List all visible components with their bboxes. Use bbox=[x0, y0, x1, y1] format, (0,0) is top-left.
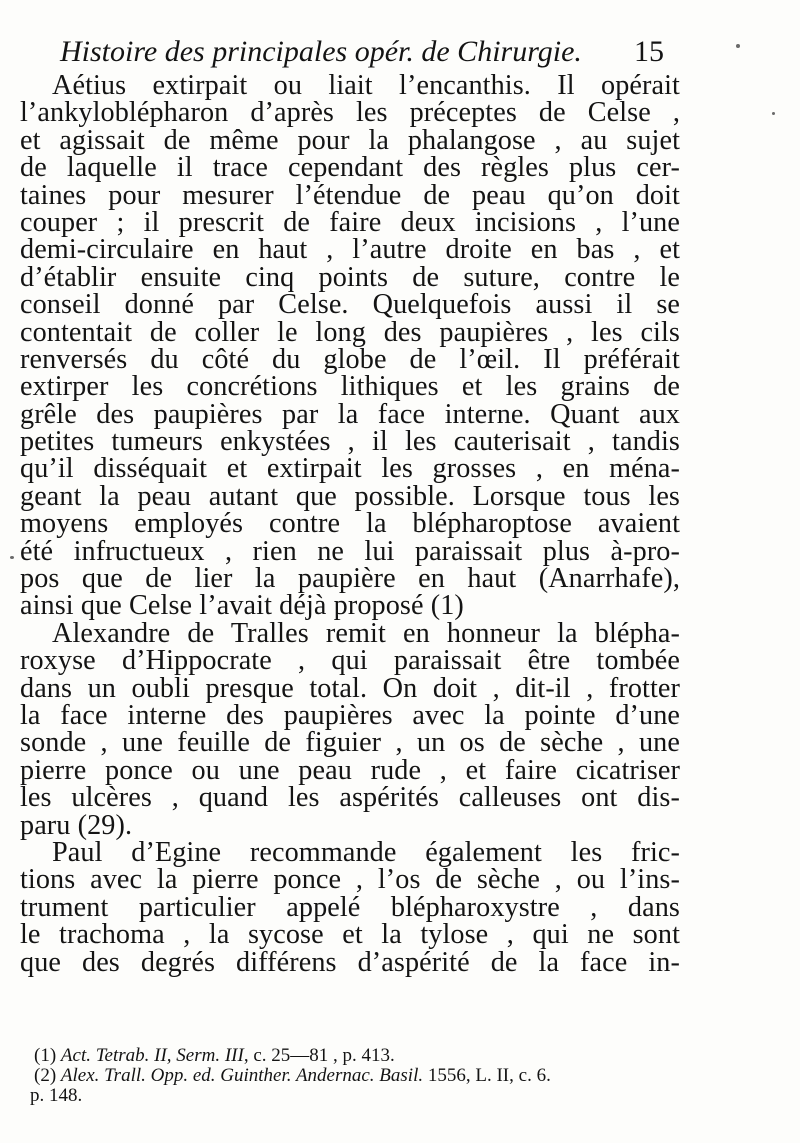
text-line: taines pour mesurer l’étendue de peau qu’on doit bbox=[20, 179, 680, 211]
text-line: dans un oubli presque total. On doit , dit-il , frotter bbox=[20, 672, 680, 704]
print-speck bbox=[10, 556, 14, 559]
text-line: Aétius extirpait ou liait l’encanthis. Il opérait bbox=[52, 70, 680, 101]
page-number: 15 bbox=[634, 35, 664, 68]
text-line: geant la peau autant que possible. Lorsque tous les bbox=[20, 480, 680, 512]
footnote-reference: Act. Tetrab. II, Serm. III bbox=[60, 1045, 244, 1066]
text-line: tions avec la pierre ponce , l’os de sèche , ou l’ins- bbox=[20, 864, 680, 896]
text-line: l’ankyloblépharon d’après les préceptes de Celse , bbox=[20, 97, 680, 129]
page-header bbox=[60, 34, 664, 74]
footnote-mark: (1) bbox=[34, 1045, 57, 1066]
footnote-mark: (2) bbox=[34, 1065, 57, 1086]
text-line: roxyse d’Hippocrate , qui paraissait être tombée bbox=[20, 645, 680, 677]
text-line: grêle des paupières par la face interne. Quant aux bbox=[20, 398, 680, 430]
text-line: conseil donné par Celse. Quelquefois aussi il se bbox=[20, 289, 680, 321]
text-line: pierre ponce ou une peau rude , et faire cicatriser bbox=[20, 754, 680, 786]
text-line: Paul d’Egine recommande également les fric- bbox=[52, 836, 680, 868]
text-line: qu’il disséquait et extirpait les grosses , en ména- bbox=[20, 453, 680, 485]
body-text bbox=[20, 72, 680, 976]
text-line: trument particulier appelé blépharoxystre , dans bbox=[20, 891, 680, 923]
text-line: de laquelle il trace cependant des règles plus cer- bbox=[20, 152, 680, 184]
text-line: le trachoma , la sycose et la tylose , qui ne sont bbox=[20, 919, 680, 951]
text-line: petites tumeurs enkystées , il les cauterisait , tandis bbox=[20, 426, 680, 458]
footnote-text: p. 148. bbox=[30, 1085, 83, 1106]
text-line: et agissait de même pour la phalangose , au sujet bbox=[20, 124, 680, 156]
text-line: ainsi que Celse l’avait déjà proposé (1) bbox=[20, 590, 464, 622]
footnote bbox=[30, 1046, 690, 1066]
footnotes bbox=[30, 1046, 690, 1106]
print-speck bbox=[736, 44, 740, 48]
footnote-continuation bbox=[30, 1086, 690, 1106]
running-title: Histoire des principales opér. de Chirurgie. bbox=[60, 35, 582, 68]
footnote-text: , c. 25—81 , p. 413. bbox=[243, 1045, 395, 1066]
text-line: pos que de lier la paupière en haut (Anarrhafe), bbox=[20, 563, 680, 595]
text-line: demi-circulaire en haut , l’autre droite en bas , et bbox=[20, 234, 680, 266]
text-line: contentait de coller le long des paupières , les cils bbox=[20, 316, 680, 348]
text-line: Alexandre de Tralles remit en honneur la blépha- bbox=[52, 617, 680, 649]
text-line: moyens employés contre la blépharoptose avaient bbox=[20, 508, 680, 540]
text-line: que des degrés différens d’aspérité de la face in- bbox=[20, 946, 680, 978]
text-line: d’établir ensuite cinq points de suture, contre le bbox=[20, 261, 680, 293]
text-line: les ulcères , quand les aspérités calleuses ont dis- bbox=[20, 782, 680, 814]
text-line: paru (29). bbox=[20, 809, 133, 841]
footnote bbox=[30, 1066, 690, 1086]
text-line: couper ; il prescrit de faire deux incisions , l’une bbox=[20, 206, 680, 238]
text-line: sonde , une feuille de figuier , un os de sèche , une bbox=[20, 727, 680, 759]
text-line: renversés du côté du globe de l’œil. Il préférait bbox=[20, 343, 680, 375]
text-line: la face interne des paupières avec la pointe d’une bbox=[20, 699, 680, 731]
text-line: été infructueux , rien ne lui paraissait plus à-pro- bbox=[20, 535, 680, 567]
footnote-text: 1556, L. II, c. 6. bbox=[427, 1065, 551, 1086]
print-speck bbox=[772, 112, 775, 115]
footnote-reference: Alex. Trall. Opp. ed. Guinther. Andernac. Basil. bbox=[60, 1065, 424, 1086]
text-line: extirper les concrétions lithiques et les grains de bbox=[20, 371, 680, 403]
